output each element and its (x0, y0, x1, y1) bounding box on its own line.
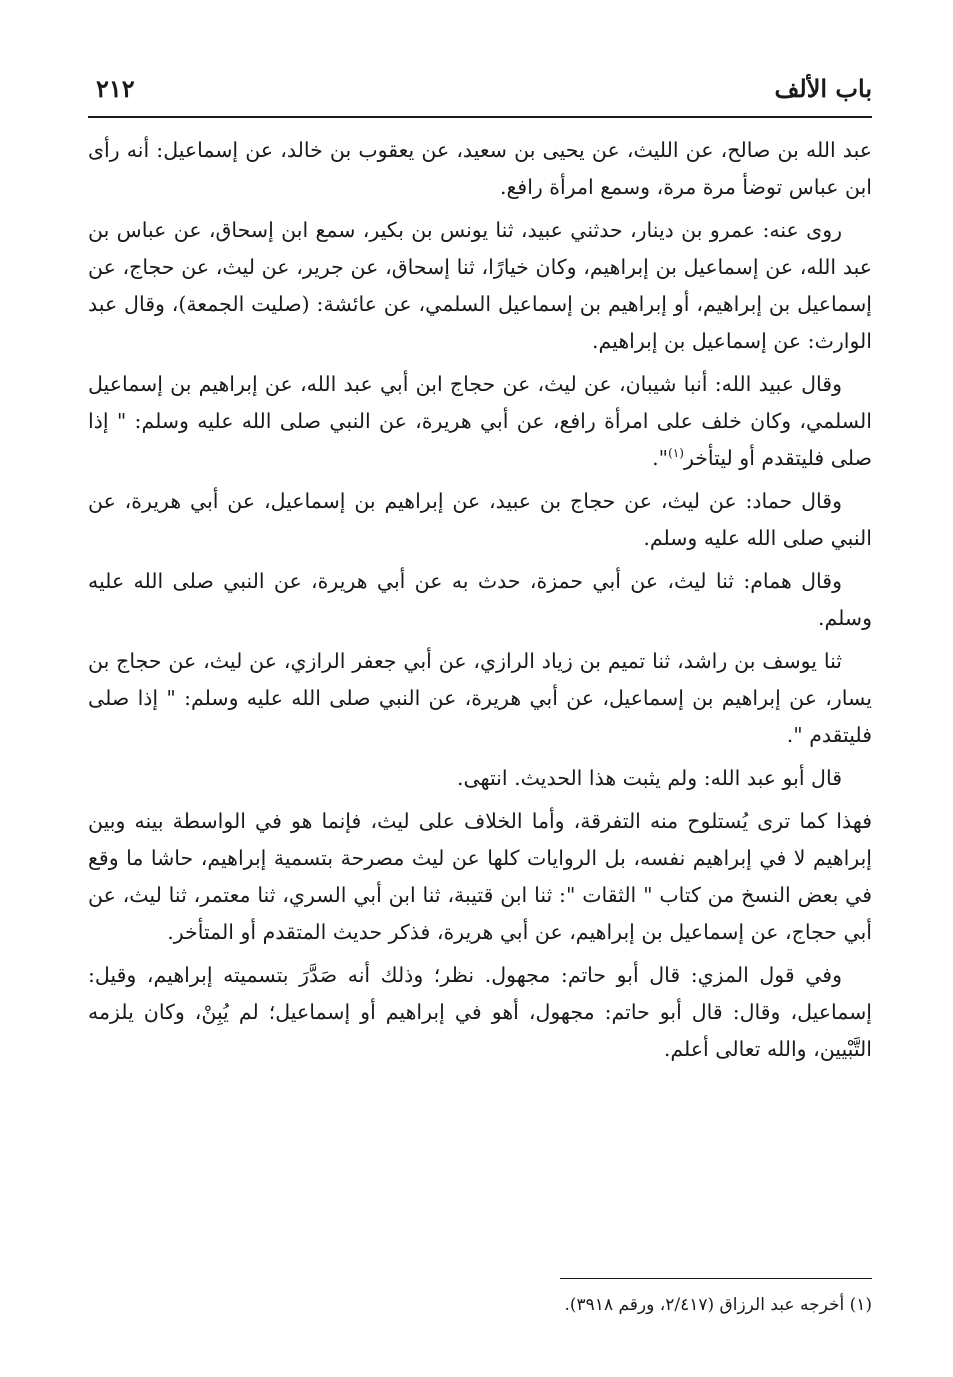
footnote-divider (560, 1278, 872, 1279)
paragraph: فهذا كما ترى يُستلوح منه التفرقة، وأما الخلاف على ليث، فإنما هو في الواسطة بينه وبين إبراهيم لا في إبراهيم نفسه، بل الروايات كلها عن ليث مصرحة بتسمية إبراهيم، حاشا ما وقع في بعض النسخ من كتاب " الثقات ": ثنا ابن قتيبة، ثنا ابن أبي السري، ثنا معتمر، ثنا ليث، عن أبي حجاج، عن إسماعيل بن إبراهيم، عن أبي هريرة، فذكر حديث المتقدم أو المتأخر. (88, 809, 872, 944)
paragraph: وفي قول المزي: قال أبو حاتم: مجهول. نظر؛ وذلك أنه صَدَّرَ بتسميته إبراهيم، وقيل: إسماعيل، وقال: قال أبو حاتم: مجهول، أهو في إبراهيم أو إسماعيل؛ لم يُبِنْ، وكان يلزمه التَّبْيين، والله تعالى أعلم. (88, 963, 872, 1061)
paragraph: قال أبو عبد الله: ولم يثبت هذا الحديث. انتهى. (456, 766, 842, 790)
paragraph-text-end: ". (652, 446, 669, 470)
paragraph: وقال حماد: عن ليث، عن حجاج بن عبيد، عن إبراهيم بن إسماعيل، عن أبي هريرة، عن النبي صلى الله عليه وسلم. (88, 489, 872, 550)
book-page (88, 0, 872, 1377)
paragraph-text: وقال عبيد الله: أنبا شيبان، عن ليث، عن حجاج ابن أبي عبد الله، عن إبراهيم بن إسماعيل السلمي، وكان خلف على امرأة رافع، عن أبي هريرة، عن النبي صلى الله عليه وسلم: " إذا صلى فليتقدم أو ليتأخر (88, 372, 872, 470)
paragraph: وقال همام: ثنا ليث، عن أبي حمزة، حدث به عن أبي هريرة، عن النبي صلى الله عليه وسلم. (88, 569, 872, 630)
main-text (88, 132, 872, 1074)
footnote: (١) أخرجه عبد الرزاق (٢/٤١٧، ورقم ٣٩١٨). (564, 1295, 872, 1315)
paragraph-with-footnote (88, 366, 872, 477)
page-header (88, 66, 872, 118)
page-number: ٢١٢ (96, 74, 135, 103)
chapter-title: باب الألف (774, 74, 872, 103)
paragraph: روى عنه: عمرو بن دينار، حدثني عبيد، ثنا يونس بن بكير، سمع ابن إسحاق، عن عباس بن عبد الله، عن إسماعيل بن إبراهيم، وكان خيارًا، ثنا إسحاق، عن جرير، عن ليث، عن حجاج، عن إسماعيل بن إبراهيم، أو إبراهيم بن إسماعيل السلمي، عن عائشة: (صليت الجمعة)، وقال عبد الوارث: عن إسماعيل بن إبراهيم. (88, 218, 872, 353)
paragraph: عبد الله بن صالح، عن الليث، عن يحيى بن سعيد، عن يعقوب بن خالد، عن إسماعيل: أنه رأى ابن عباس توضأ مرة مرة، وسمع امرأة رافع. (88, 138, 872, 199)
paragraph: ثنا يوسف بن راشد، ثنا تميم بن زياد الرازي، عن أبي جعفر الرازي، عن ليث، عن حجاج بن يسار، عن إبراهيم بن إسماعيل، عن أبي هريرة، عن النبي صلى الله عليه وسلم: " إذا صلى فليتقدم ". (88, 649, 872, 747)
footnote-marker: (١) (668, 446, 684, 461)
